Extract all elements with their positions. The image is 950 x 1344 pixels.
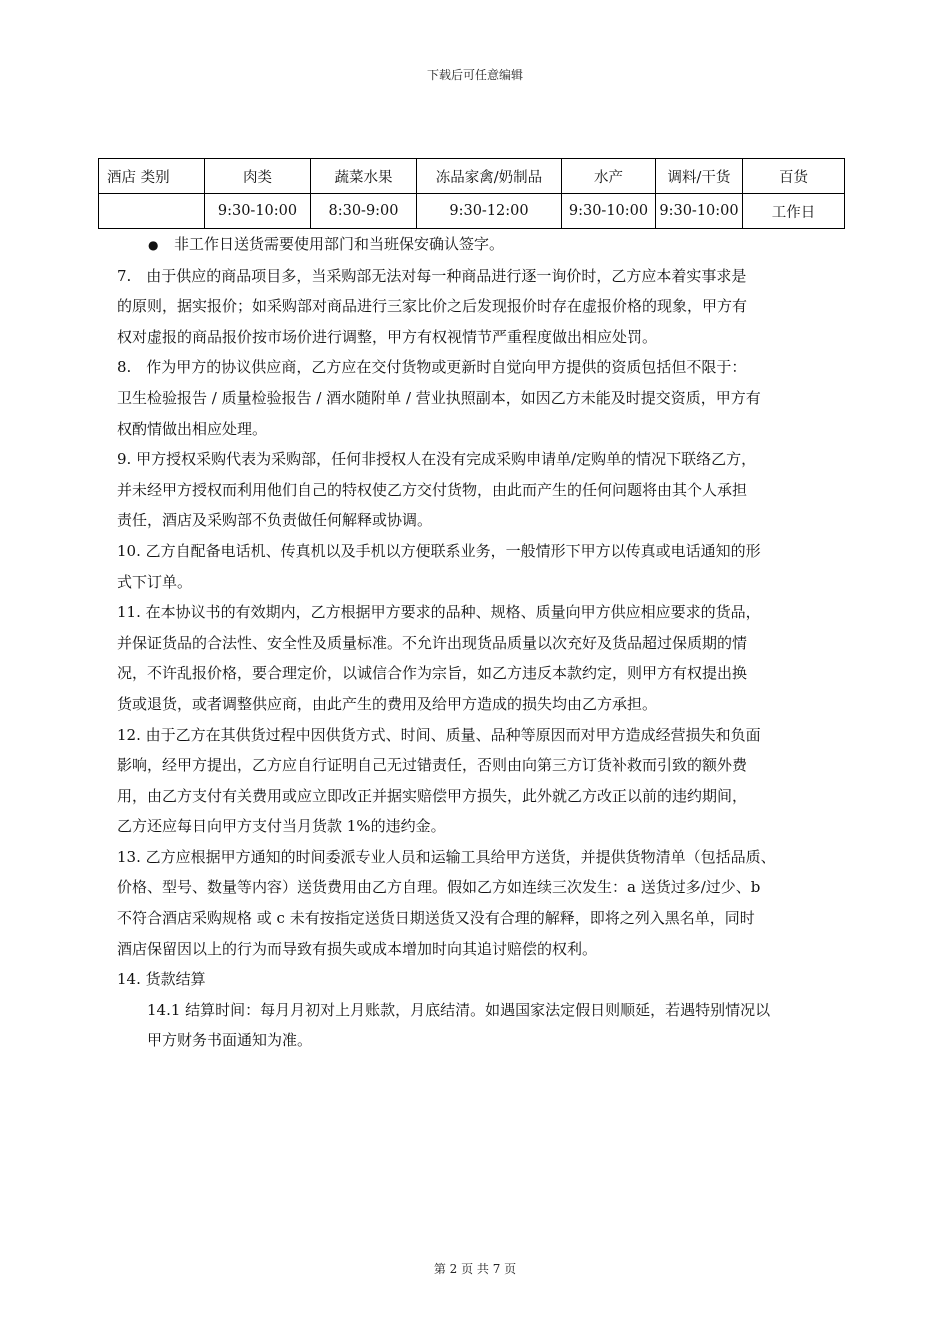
clause-8-line-3: 权酌情做出相应处理。: [117, 419, 268, 438]
clause-12-line-1: 12. 由于乙方在其供货过程中因供货方式、时间、质量、品种等原因而对甲方造成经营损失和负面: [117, 725, 761, 744]
clause-12-line-2: 影响，经甲方提出，乙方应自行证明自己无过错责任，否则由向第三方订货补救而引致的额外费: [117, 756, 748, 775]
clause-9-line-3: 责任，酒店及采购部不负责做任何解释或协调。: [117, 511, 433, 530]
clause-14-1-line-2: 甲方财务书面通知为准。: [147, 1031, 313, 1050]
time-cell-frozen-poultry-dairy: 9:30-12:00: [417, 194, 562, 229]
clause-13-line-2: 价格、型号、数量等内容）送货费用由乙方自理。假如乙方如连续三次发生：a 送货过多/过少、b: [117, 878, 761, 897]
bullet-item: [117, 229, 839, 261]
header-cell-general-goods: 百货: [743, 159, 845, 194]
table-header-row: [99, 159, 845, 194]
table-row-times: [99, 194, 845, 229]
clause-13-line-4: 酒店保留因以上的行为而导致有损失或成本增加时向其追讨赔偿的权利。: [117, 939, 598, 958]
clause-8-line-2: 卫生检验报告 / 质量检验报告 / 酒水随附单 / 营业执照副本，如因乙方未能及时提交资质，甲方有: [117, 388, 761, 407]
clause-7-line-2: 的原则，据实报价；如采购部对商品进行三家比价之后发现报价时存在虚报价格的现象，甲方有: [117, 297, 748, 316]
clause-11-line-2: 并保证货品的合法性、安全性及质量标准。不允许出现货品质量以次充好及货品超过保质期的情: [117, 633, 748, 652]
clause-12-line-3: 用，由乙方支付有关费用或应立即改正并据实赔偿甲方损失，此外就乙方改正以前的违约期间，: [117, 786, 748, 805]
time-cell-general-goods: 工作日: [743, 194, 845, 229]
clause-7-line-3: 权对虚报的商品报价按市场价进行调整，甲方有权视情节严重程度做出相应处罚。: [117, 327, 658, 346]
header-cell-vegetables-fruit: 蔬菜水果: [311, 159, 417, 194]
clause-11-line-3: 况，不许乱报价格，要合理定价，以诚信合作为宗旨，如乙方违反本款约定，则甲方有权提出换: [117, 664, 748, 683]
time-cell-seafood: 9:30-10:00: [562, 194, 656, 229]
clause-7-line-1: 7. 由于供应的商品项目多，当采购部无法对每一种商品进行逐一询价时，乙方应本着实事求是: [117, 266, 747, 285]
bullet-dot-icon: ●: [148, 238, 159, 252]
clause-13-line-3: 不符合酒店采购规格 或 c 未有按指定送货日期送货又没有合理的解释，即将之列入黑名单，同时: [117, 909, 755, 928]
time-cell-vegetables-fruit: 8:30-9:00: [311, 194, 417, 229]
clause-13-line-1: 13. 乙方应根据甲方通知的时间委派专业人员和运输工具给甲方送货，并提供货物清单（包括品质、: [117, 847, 776, 866]
time-cell-meat: 9:30-10:00: [205, 194, 311, 229]
document-body: [117, 229, 839, 1056]
clause-12-line-4: 乙方还应每日向甲方支付当月货款 1%的违约金。: [117, 817, 446, 836]
clause-8-line-1: 8. 作为甲方的协议供应商，乙方应在交付货物或更新时自觉向甲方提供的资质包括但不限于：: [117, 358, 747, 377]
time-cell-empty: [99, 194, 205, 229]
header-cell-seasoning-dry: 调料/干货: [656, 159, 743, 194]
clause-14-heading: 14. 货款结算: [117, 970, 206, 989]
clause-10-line-1: 10. 乙方自配备电话机、传真机以及手机以方便联系业务，一般情形下甲方以传真或电话通知的形: [117, 541, 761, 560]
time-cell-seasoning-dry: 9:30-10:00: [656, 194, 743, 229]
clause-14-1-line-1: 14.1 结算时间：每月月初对上月账款，月底结清。如遇国家法定假日则顺延，若遇特别情况以: [147, 1000, 771, 1019]
page-header-note: 下载后可任意编辑: [426, 68, 523, 82]
header-cell-meat: 肉类: [205, 159, 311, 194]
clause-9-line-1: 9. 甲方授权采购代表为采购部，任何非授权人在没有完成采购申请单/定购单的情况下联络乙方，: [117, 450, 757, 469]
header-cell-frozen-poultry-dairy: 冻品家禽/奶制品: [417, 159, 562, 194]
delivery-schedule-table: [98, 158, 845, 229]
header-cell-seafood: 水产: [562, 159, 656, 194]
page-footer-page-number: 第 2 页 共 7 页: [433, 1262, 517, 1276]
clause-10-line-2: 式下订单。: [117, 572, 193, 591]
clause-9-line-2: 并未经甲方授权而利用他们自己的特权使乙方交付货物，由此而产生的任何问题将由其个人承担: [117, 480, 748, 499]
clause-11-line-4: 货或退货，或者调整供应商，由此产生的费用及给甲方造成的损失均由乙方承担。: [117, 694, 658, 713]
clause-11-line-1: 11. 在本协议书的有效期内，乙方根据甲方要求的品种、规格、质量向甲方供应相应要求的货品，: [117, 603, 761, 622]
header-cell-hotel-category: 酒店 类别: [99, 159, 205, 194]
bullet-text: 非工作日送货需要使用部门和当班保安确认签字。: [174, 235, 505, 253]
